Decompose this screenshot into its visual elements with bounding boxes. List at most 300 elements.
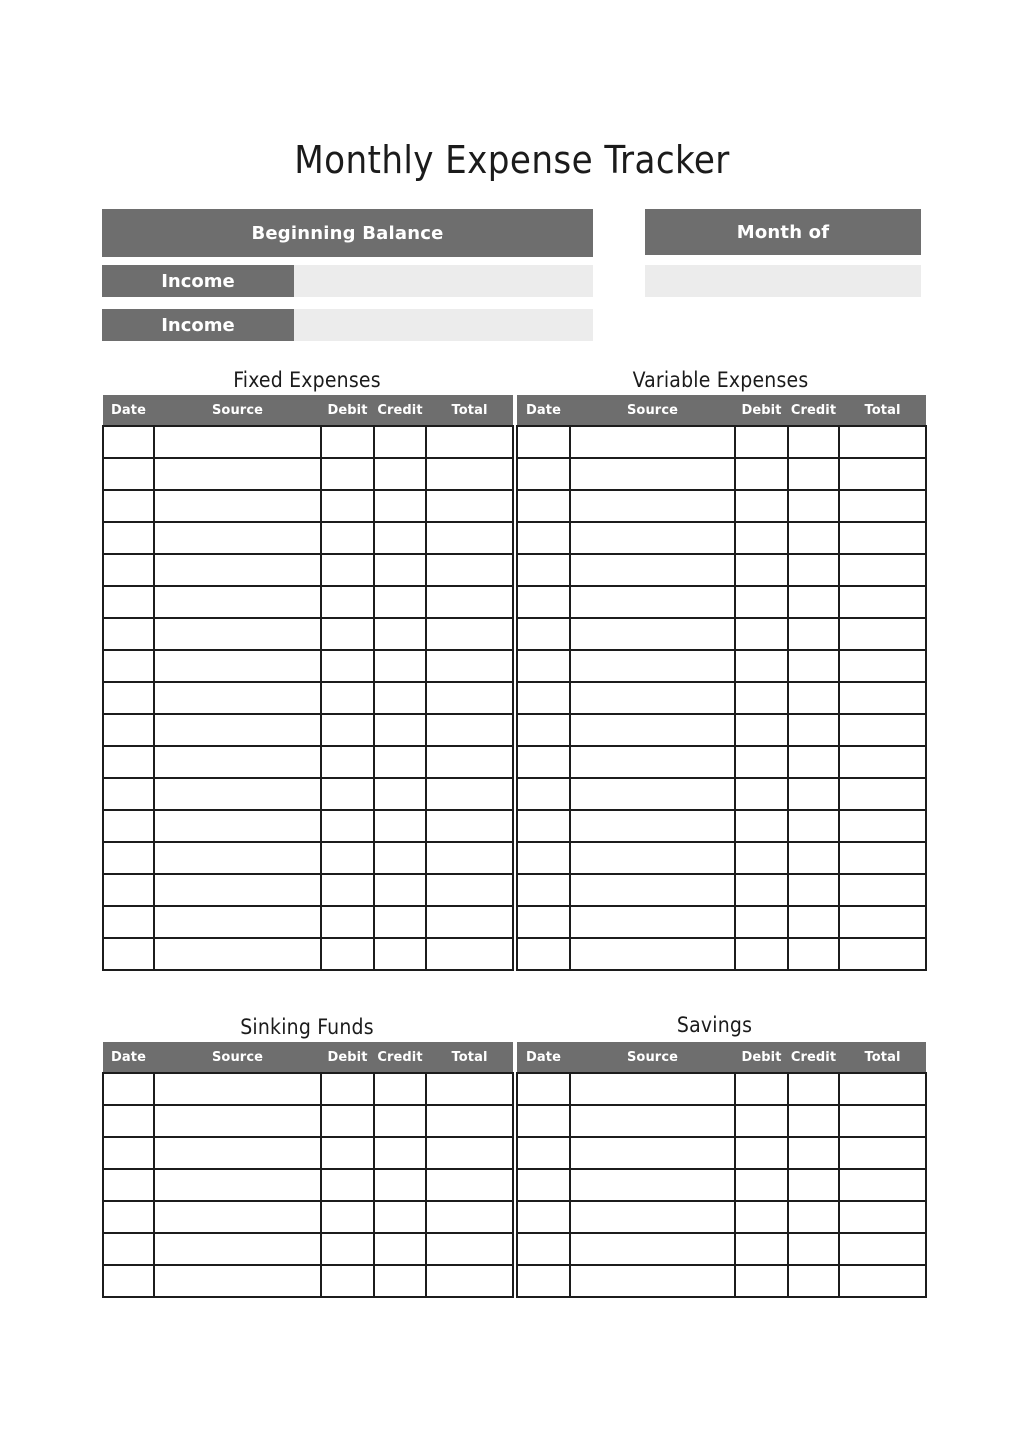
cell-source[interactable]	[570, 1201, 735, 1233]
cell-credit[interactable]	[374, 1265, 426, 1297]
table-row	[517, 714, 926, 746]
cell-date[interactable]	[103, 1265, 154, 1297]
cell-source[interactable]	[154, 650, 321, 682]
cell-total[interactable]	[839, 906, 926, 938]
column-header-debit: Debit	[321, 395, 374, 426]
cell-source[interactable]	[154, 1137, 321, 1169]
table-header-row	[103, 395, 513, 426]
cell-total[interactable]	[426, 1201, 513, 1233]
cell-credit[interactable]	[788, 1105, 839, 1137]
cell-debit[interactable]	[321, 1073, 374, 1105]
cell-debit[interactable]	[735, 426, 788, 458]
cell-credit[interactable]	[374, 554, 426, 586]
cell-credit[interactable]	[788, 1201, 839, 1233]
cell-debit[interactable]	[735, 682, 788, 714]
cell-credit[interactable]	[788, 682, 839, 714]
table-row	[103, 938, 513, 970]
cell-date[interactable]	[517, 618, 570, 650]
cell-total[interactable]	[839, 426, 926, 458]
month-of-input[interactable]	[645, 265, 921, 297]
cell-date[interactable]	[517, 1073, 570, 1105]
cell-source[interactable]	[154, 1169, 321, 1201]
table-row	[517, 1265, 926, 1297]
cell-total[interactable]	[839, 810, 926, 842]
table-header-row	[517, 1042, 926, 1073]
cell-debit[interactable]	[735, 618, 788, 650]
cell-debit[interactable]	[321, 1169, 374, 1201]
table-row	[103, 1105, 513, 1137]
cell-date[interactable]	[103, 458, 154, 490]
cell-credit[interactable]	[788, 746, 839, 778]
cell-total[interactable]	[426, 586, 513, 618]
cell-debit[interactable]	[735, 906, 788, 938]
cell-total[interactable]	[839, 746, 926, 778]
cell-date[interactable]	[103, 522, 154, 554]
column-header-total: Total	[839, 395, 926, 426]
cell-total[interactable]	[426, 1105, 513, 1137]
cell-source[interactable]	[154, 586, 321, 618]
cell-source[interactable]	[570, 650, 735, 682]
cell-total[interactable]	[839, 1073, 926, 1105]
cell-debit[interactable]	[321, 458, 374, 490]
cell-total[interactable]	[839, 586, 926, 618]
cell-source[interactable]	[570, 1169, 735, 1201]
cell-date[interactable]	[103, 810, 154, 842]
cell-credit[interactable]	[788, 458, 839, 490]
column-header-debit: Debit	[735, 1042, 788, 1073]
cell-total[interactable]	[839, 938, 926, 970]
income-value-input-1[interactable]	[294, 265, 593, 297]
table-row	[103, 650, 513, 682]
cell-debit[interactable]	[321, 650, 374, 682]
cell-debit[interactable]	[735, 1201, 788, 1233]
table-row	[517, 810, 926, 842]
cell-source[interactable]	[154, 874, 321, 906]
cell-debit[interactable]	[735, 458, 788, 490]
column-header-debit: Debit	[321, 1042, 374, 1073]
cell-debit[interactable]	[321, 810, 374, 842]
cell-date[interactable]	[517, 1233, 570, 1265]
cell-date[interactable]	[517, 1201, 570, 1233]
cell-credit[interactable]	[374, 906, 426, 938]
cell-debit[interactable]	[735, 1137, 788, 1169]
beginning-balance-header	[102, 209, 593, 257]
cell-total[interactable]	[839, 1201, 926, 1233]
cell-total[interactable]	[426, 490, 513, 522]
cell-total[interactable]	[839, 522, 926, 554]
cell-source[interactable]	[570, 586, 735, 618]
cell-source[interactable]	[570, 1137, 735, 1169]
cell-source[interactable]	[154, 682, 321, 714]
cell-total[interactable]	[839, 650, 926, 682]
cell-date[interactable]	[103, 682, 154, 714]
cell-debit[interactable]	[321, 490, 374, 522]
cell-debit[interactable]	[321, 1233, 374, 1265]
cell-source[interactable]	[570, 490, 735, 522]
table-row	[103, 906, 513, 938]
cell-credit[interactable]	[374, 522, 426, 554]
cell-debit[interactable]	[735, 842, 788, 874]
cell-debit[interactable]	[321, 586, 374, 618]
cell-credit[interactable]	[788, 1073, 839, 1105]
cell-source[interactable]	[570, 1233, 735, 1265]
cell-debit[interactable]	[321, 1201, 374, 1233]
cell-date[interactable]	[517, 714, 570, 746]
cell-date[interactable]	[103, 586, 154, 618]
cell-total[interactable]	[839, 1233, 926, 1265]
column-header-credit: Credit	[788, 395, 839, 426]
cell-credit[interactable]	[374, 1073, 426, 1105]
month-of-label: Month of	[736, 221, 830, 243]
month-of-header	[645, 209, 921, 255]
table-row	[103, 618, 513, 650]
cell-debit[interactable]	[321, 874, 374, 906]
cell-total[interactable]	[839, 554, 926, 586]
table-row	[103, 714, 513, 746]
table-row	[103, 1201, 513, 1233]
cell-debit[interactable]	[735, 874, 788, 906]
cell-debit[interactable]	[321, 778, 374, 810]
cell-date[interactable]	[517, 874, 570, 906]
table-row	[517, 1105, 926, 1137]
cell-total[interactable]	[426, 650, 513, 682]
cell-credit[interactable]	[788, 810, 839, 842]
cell-total[interactable]	[839, 618, 926, 650]
cell-source[interactable]	[570, 906, 735, 938]
cell-credit[interactable]	[374, 714, 426, 746]
cell-total[interactable]	[839, 1137, 926, 1169]
cell-debit[interactable]	[735, 650, 788, 682]
sinking-funds-title: Sinking Funds	[240, 1015, 374, 1039]
cell-source[interactable]	[570, 714, 735, 746]
cell-date[interactable]	[103, 1073, 154, 1105]
cell-source[interactable]	[570, 1105, 735, 1137]
cell-date[interactable]	[103, 714, 154, 746]
cell-date[interactable]	[103, 1201, 154, 1233]
cell-source[interactable]	[570, 1073, 735, 1105]
cell-total[interactable]	[839, 490, 926, 522]
cell-debit[interactable]	[735, 522, 788, 554]
cell-source[interactable]	[154, 714, 321, 746]
fixed-expenses-table	[102, 395, 514, 971]
table-row	[517, 458, 926, 490]
table-row	[103, 458, 513, 490]
column-header-total: Total	[426, 395, 513, 426]
cell-date[interactable]	[517, 842, 570, 874]
cell-debit[interactable]	[735, 1265, 788, 1297]
savings-title: Savings	[676, 1013, 753, 1037]
cell-source[interactable]	[154, 522, 321, 554]
cell-total[interactable]	[426, 938, 513, 970]
table-row	[103, 1233, 513, 1265]
cell-source[interactable]	[154, 778, 321, 810]
cell-debit[interactable]	[735, 490, 788, 522]
cell-debit[interactable]	[321, 714, 374, 746]
cell-debit[interactable]	[321, 1105, 374, 1137]
cell-total[interactable]	[426, 682, 513, 714]
cell-date[interactable]	[517, 938, 570, 970]
cell-source[interactable]	[570, 554, 735, 586]
cell-total[interactable]	[426, 458, 513, 490]
cell-total[interactable]	[426, 1137, 513, 1169]
cell-credit[interactable]	[788, 490, 839, 522]
cell-source[interactable]	[570, 1265, 735, 1297]
cell-credit[interactable]	[788, 554, 839, 586]
cell-source[interactable]	[154, 554, 321, 586]
cell-credit[interactable]	[374, 682, 426, 714]
cell-debit[interactable]	[321, 1265, 374, 1297]
column-header-date: Date	[517, 395, 570, 426]
cell-credit[interactable]	[374, 586, 426, 618]
cell-total[interactable]	[839, 1169, 926, 1201]
cell-debit[interactable]	[735, 1105, 788, 1137]
cell-credit[interactable]	[374, 842, 426, 874]
table-header-row	[103, 1042, 513, 1073]
cell-total[interactable]	[426, 906, 513, 938]
table-row	[517, 906, 926, 938]
table-row	[103, 810, 513, 842]
cell-total[interactable]	[839, 874, 926, 906]
column-header-source: Source	[570, 1042, 735, 1073]
cell-date[interactable]	[517, 1265, 570, 1297]
cell-date[interactable]	[517, 650, 570, 682]
cell-total[interactable]	[426, 874, 513, 906]
column-header-source: Source	[154, 395, 321, 426]
cell-total[interactable]	[839, 682, 926, 714]
cell-date[interactable]	[103, 1105, 154, 1137]
cell-date[interactable]	[103, 490, 154, 522]
cell-date[interactable]	[517, 1105, 570, 1137]
cell-source[interactable]	[570, 938, 735, 970]
table-row	[103, 586, 513, 618]
cell-source[interactable]	[154, 1073, 321, 1105]
table-row	[517, 586, 926, 618]
cell-total[interactable]	[839, 458, 926, 490]
cell-source[interactable]	[154, 842, 321, 874]
cell-credit[interactable]	[788, 586, 839, 618]
cell-date[interactable]	[103, 874, 154, 906]
cell-date[interactable]	[103, 426, 154, 458]
cell-credit[interactable]	[374, 938, 426, 970]
beginning-balance-label: Beginning Balance	[251, 222, 444, 244]
cell-debit[interactable]	[321, 938, 374, 970]
table-row	[517, 1073, 926, 1105]
cell-source[interactable]	[154, 426, 321, 458]
cell-date[interactable]	[103, 650, 154, 682]
cell-source[interactable]	[154, 906, 321, 938]
cell-credit[interactable]	[374, 874, 426, 906]
cell-date[interactable]	[517, 746, 570, 778]
cell-source[interactable]	[154, 618, 321, 650]
cell-source[interactable]	[154, 458, 321, 490]
cell-credit[interactable]	[788, 906, 839, 938]
cell-date[interactable]	[517, 778, 570, 810]
cell-debit[interactable]	[321, 682, 374, 714]
cell-date[interactable]	[103, 778, 154, 810]
cell-source[interactable]	[154, 1233, 321, 1265]
cell-source[interactable]	[154, 1201, 321, 1233]
cell-total[interactable]	[839, 842, 926, 874]
cell-date[interactable]	[517, 586, 570, 618]
table-row	[103, 426, 513, 458]
cell-credit[interactable]	[788, 650, 839, 682]
cell-debit[interactable]	[321, 842, 374, 874]
cell-debit[interactable]	[321, 1137, 374, 1169]
cell-credit[interactable]	[374, 778, 426, 810]
cell-credit[interactable]	[788, 522, 839, 554]
cell-credit[interactable]	[788, 618, 839, 650]
cell-credit[interactable]	[374, 458, 426, 490]
table-row	[517, 1233, 926, 1265]
cell-debit[interactable]	[735, 938, 788, 970]
cell-date[interactable]	[103, 1169, 154, 1201]
cell-total[interactable]	[426, 554, 513, 586]
cell-source[interactable]	[570, 746, 735, 778]
cell-debit[interactable]	[735, 1169, 788, 1201]
cell-total[interactable]	[426, 714, 513, 746]
cell-credit[interactable]	[374, 746, 426, 778]
cell-date[interactable]	[103, 906, 154, 938]
table-row	[517, 1201, 926, 1233]
cell-total[interactable]	[426, 426, 513, 458]
cell-credit[interactable]	[374, 650, 426, 682]
table-row	[517, 1137, 926, 1169]
cell-date[interactable]	[103, 554, 154, 586]
income-value-input-2[interactable]	[294, 309, 593, 341]
cell-date[interactable]	[103, 618, 154, 650]
cell-source[interactable]	[570, 810, 735, 842]
variable-expenses-table	[516, 395, 927, 971]
cell-total[interactable]	[426, 1233, 513, 1265]
cell-source[interactable]	[154, 1105, 321, 1137]
cell-credit[interactable]	[788, 1137, 839, 1169]
cell-date[interactable]	[517, 1137, 570, 1169]
cell-date[interactable]	[103, 746, 154, 778]
cell-date[interactable]	[517, 682, 570, 714]
cell-source[interactable]	[154, 810, 321, 842]
cell-date[interactable]	[103, 1137, 154, 1169]
cell-credit[interactable]	[374, 1137, 426, 1169]
cell-debit[interactable]	[321, 746, 374, 778]
cell-total[interactable]	[839, 778, 926, 810]
table-row	[103, 874, 513, 906]
cell-credit[interactable]	[374, 490, 426, 522]
cell-total[interactable]	[426, 522, 513, 554]
cell-date[interactable]	[517, 490, 570, 522]
cell-date[interactable]	[517, 426, 570, 458]
cell-total[interactable]	[426, 842, 513, 874]
cell-debit[interactable]	[321, 522, 374, 554]
cell-total[interactable]	[426, 746, 513, 778]
table-row	[103, 778, 513, 810]
cell-credit[interactable]	[374, 426, 426, 458]
cell-debit[interactable]	[321, 554, 374, 586]
cell-credit[interactable]	[374, 1169, 426, 1201]
cell-credit[interactable]	[788, 842, 839, 874]
cell-credit[interactable]	[374, 810, 426, 842]
income-label-2	[102, 309, 294, 341]
income-label-1	[102, 265, 294, 297]
table-row	[103, 842, 513, 874]
fixed-expenses-title: Fixed Expenses	[233, 368, 381, 392]
cell-source[interactable]	[570, 842, 735, 874]
cell-debit[interactable]	[735, 746, 788, 778]
cell-debit[interactable]	[321, 618, 374, 650]
cell-date[interactable]	[517, 810, 570, 842]
cell-date[interactable]	[517, 1169, 570, 1201]
cell-date[interactable]	[103, 938, 154, 970]
cell-date[interactable]	[517, 522, 570, 554]
cell-debit[interactable]	[735, 810, 788, 842]
cell-date[interactable]	[517, 906, 570, 938]
cell-source[interactable]	[154, 490, 321, 522]
cell-total[interactable]	[426, 618, 513, 650]
cell-source[interactable]	[570, 522, 735, 554]
cell-debit[interactable]	[735, 1233, 788, 1265]
column-header-total: Total	[426, 1042, 513, 1073]
cell-credit[interactable]	[374, 1233, 426, 1265]
table-row	[103, 490, 513, 522]
cell-debit[interactable]	[735, 714, 788, 746]
cell-total[interactable]	[839, 1105, 926, 1137]
cell-total[interactable]	[839, 714, 926, 746]
cell-date[interactable]	[103, 1233, 154, 1265]
cell-credit[interactable]	[788, 714, 839, 746]
cell-date[interactable]	[103, 842, 154, 874]
cell-total[interactable]	[426, 1265, 513, 1297]
cell-debit[interactable]	[735, 778, 788, 810]
cell-total[interactable]	[839, 1265, 926, 1297]
table-row	[517, 522, 926, 554]
cell-debit[interactable]	[735, 586, 788, 618]
cell-source[interactable]	[154, 746, 321, 778]
cell-credit[interactable]	[374, 1201, 426, 1233]
cell-debit[interactable]	[321, 906, 374, 938]
cell-source[interactable]	[570, 458, 735, 490]
cell-credit[interactable]	[788, 874, 839, 906]
cell-total[interactable]	[426, 1073, 513, 1105]
cell-source[interactable]	[570, 426, 735, 458]
cell-debit[interactable]	[321, 426, 374, 458]
cell-debit[interactable]	[735, 1073, 788, 1105]
cell-credit[interactable]	[788, 426, 839, 458]
cell-source[interactable]	[570, 874, 735, 906]
table-row	[517, 426, 926, 458]
cell-credit[interactable]	[788, 938, 839, 970]
cell-total[interactable]	[426, 778, 513, 810]
cell-credit[interactable]	[788, 778, 839, 810]
cell-source[interactable]	[570, 778, 735, 810]
cell-debit[interactable]	[735, 554, 788, 586]
cell-credit[interactable]	[374, 1105, 426, 1137]
cell-credit[interactable]	[374, 618, 426, 650]
cell-source[interactable]	[570, 682, 735, 714]
cell-source[interactable]	[154, 1265, 321, 1297]
cell-credit[interactable]	[788, 1169, 839, 1201]
savings-table	[516, 1042, 927, 1298]
cell-source[interactable]	[570, 618, 735, 650]
cell-credit[interactable]	[788, 1265, 839, 1297]
cell-date[interactable]	[517, 554, 570, 586]
table-row	[103, 1073, 513, 1105]
cell-date[interactable]	[517, 458, 570, 490]
variable-expenses-title: Variable Expenses	[632, 368, 809, 392]
cell-total[interactable]	[426, 1169, 513, 1201]
cell-total[interactable]	[426, 810, 513, 842]
cell-source[interactable]	[154, 938, 321, 970]
table-row	[517, 1169, 926, 1201]
cell-credit[interactable]	[788, 1233, 839, 1265]
